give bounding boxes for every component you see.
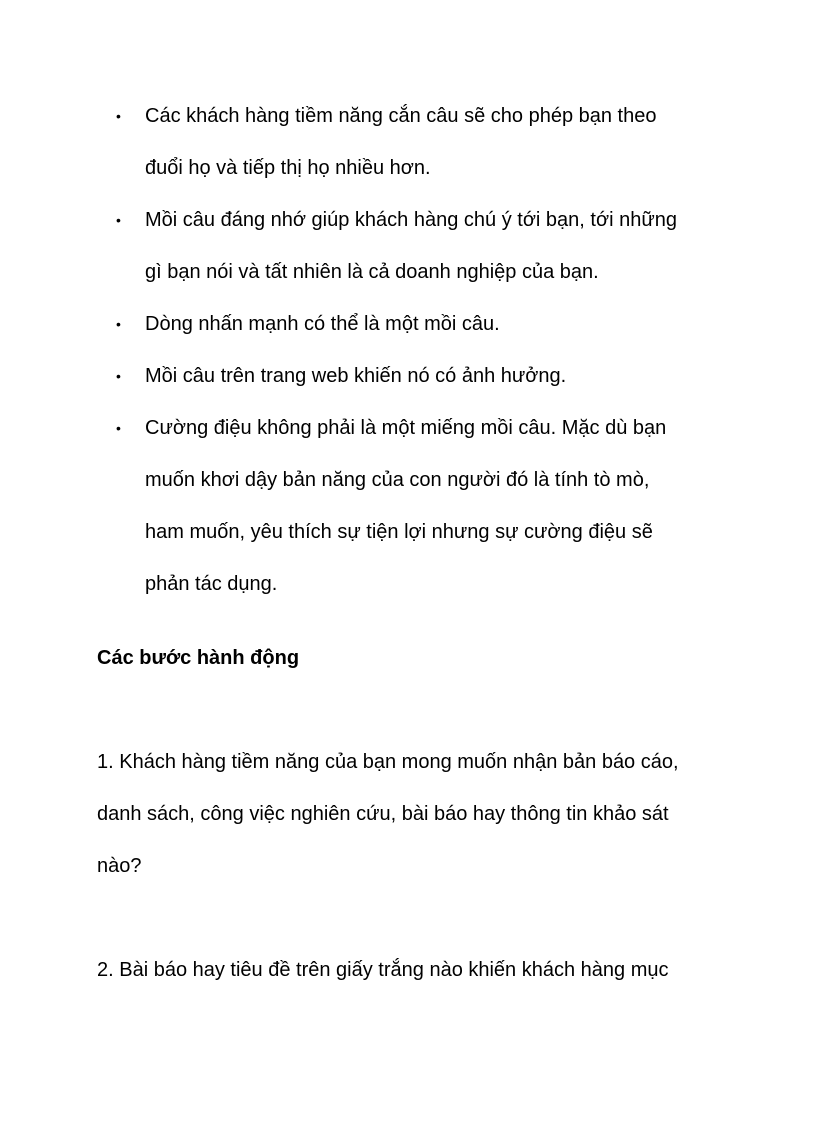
bullet-line: Các khách hàng tiềm năng cắn câu sẽ cho phép bạn theo bbox=[145, 105, 657, 127]
bullet-dot: • bbox=[116, 316, 121, 332]
bullet-line: Mồi câu trên trang web khiến nó có ảnh hưởng. bbox=[145, 365, 567, 387]
bullet-dot: • bbox=[116, 212, 121, 228]
bullet-dot: • bbox=[116, 368, 121, 384]
bullet-dot: • bbox=[116, 108, 121, 124]
bullet-line: Dòng nhấn mạnh có thể là một mồi câu. bbox=[145, 313, 500, 335]
paragraph-line: nào? bbox=[97, 855, 142, 877]
paragraph-line: danh sách, công việc nghiên cứu, bài báo hay thông tin khảo sát bbox=[97, 803, 669, 825]
paragraph-line: 1. Khách hàng tiềm năng của bạn mong muốn nhận bản báo cáo, bbox=[97, 751, 679, 773]
bullet-line: phản tác dụng. bbox=[145, 573, 278, 595]
bullet-dot: • bbox=[116, 420, 121, 436]
bullet-line: Mồi câu đáng nhớ giúp khách hàng chú ý tới bạn, tới những bbox=[145, 209, 677, 231]
bullet-line: đuổi họ và tiếp thị họ nhiều hơn. bbox=[145, 157, 431, 179]
bullet-line: gì bạn nói và tất nhiên là cả doanh nghiệp của bạn. bbox=[145, 261, 599, 283]
section-heading: Các bước hành động bbox=[97, 647, 300, 669]
bullet-line: Cường điệu không phải là một miếng mồi câu. Mặc dù bạn bbox=[145, 417, 667, 439]
paragraph-line: 2. Bài báo hay tiêu đề trên giấy trắng nào khiến khách hàng mục bbox=[97, 959, 669, 981]
bullet-line: muốn khơi dậy bản năng của con người đó là tính tò mò, bbox=[145, 469, 650, 491]
bullet-line: ham muốn, yêu thích sự tiện lợi nhưng sự cường điệu sẽ bbox=[145, 521, 653, 543]
